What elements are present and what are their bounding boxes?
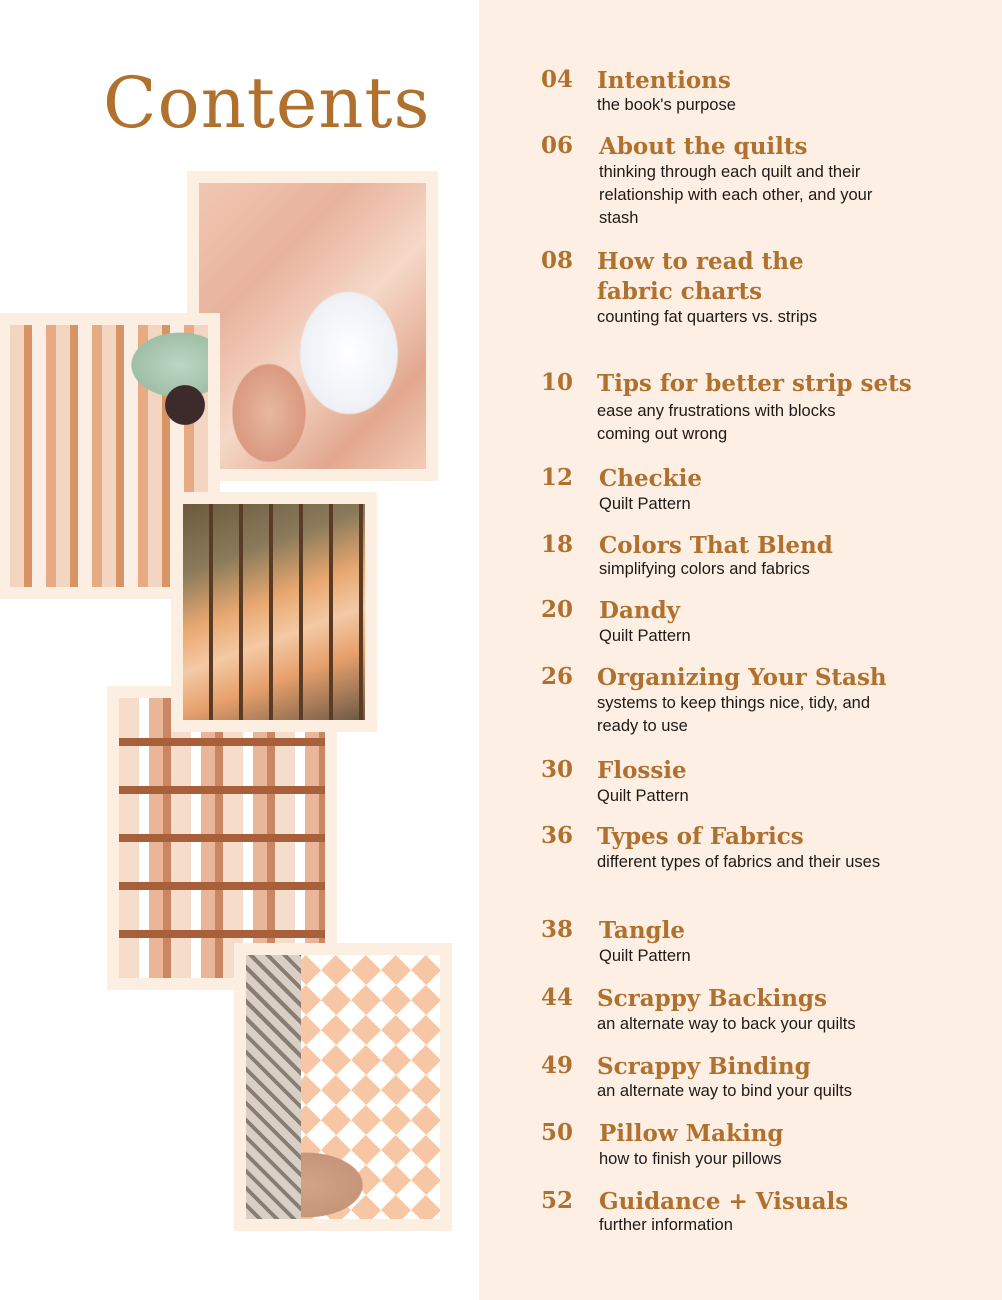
photo-checkered-quilt-lap-image bbox=[246, 955, 440, 1219]
toc-title: Flossie bbox=[597, 757, 687, 784]
toc-title: Scrappy Backings bbox=[597, 985, 827, 1012]
toc-description: Quilt Pattern bbox=[599, 495, 691, 513]
photo-quilt-on-railing-image bbox=[183, 504, 365, 720]
toc-title: Tips for better strip sets bbox=[597, 370, 912, 397]
toc-description: counting fat quarters vs. strips bbox=[597, 308, 818, 326]
toc-description: the book's purpose bbox=[597, 96, 736, 114]
toc-description: simplifying colors and fabrics bbox=[599, 560, 810, 578]
photo-quilt-on-railing bbox=[171, 492, 377, 732]
toc-description: an alternate way to back your quilts bbox=[597, 1015, 856, 1033]
photo-fabric-closeup-image bbox=[199, 183, 426, 469]
toc-title: How to read the fabric charts bbox=[597, 248, 804, 305]
toc-page-number: 08 bbox=[541, 247, 574, 274]
toc-title: Pillow Making bbox=[599, 1120, 784, 1147]
photo-fabric-closeup bbox=[187, 171, 438, 481]
toc-page-number: 18 bbox=[541, 531, 574, 558]
toc-title: Scrappy Binding bbox=[597, 1053, 811, 1080]
toc-title: Guidance + Visuals bbox=[599, 1188, 849, 1215]
toc-title: Checkie bbox=[599, 465, 702, 492]
toc-title: Intentions bbox=[597, 67, 731, 94]
toc-page-number: 10 bbox=[541, 369, 574, 396]
toc-description: Quilt Pattern bbox=[599, 947, 691, 965]
photo-quilt-on-deck-floor-image bbox=[119, 698, 325, 978]
toc-description: thinking through each quilt and their relationship with each other, and your stash bbox=[599, 163, 873, 227]
toc-page-number: 06 bbox=[541, 132, 574, 159]
toc-page-number: 04 bbox=[541, 66, 574, 93]
toc-page-number: 26 bbox=[541, 663, 574, 690]
toc-page-number: 50 bbox=[541, 1119, 574, 1146]
toc-title: About the quilts bbox=[599, 133, 808, 160]
toc-page-number: 36 bbox=[541, 822, 574, 849]
toc-page-number: 49 bbox=[541, 1052, 574, 1079]
toc-description: an alternate way to bind your quilts bbox=[597, 1082, 852, 1100]
toc-description: systems to keep things nice, tidy, and ready to use bbox=[597, 694, 870, 735]
toc-title: Colors That Blend bbox=[599, 532, 833, 559]
photo-checkered-quilt-lap bbox=[234, 943, 452, 1231]
toc-title: Tangle bbox=[599, 917, 685, 944]
toc-page-number: 12 bbox=[541, 464, 574, 491]
toc-description: how to finish your pillows bbox=[599, 1150, 782, 1168]
toc-page-number: 38 bbox=[541, 916, 574, 943]
toc-title: Types of Fabrics bbox=[597, 823, 804, 850]
toc-title: Dandy bbox=[599, 597, 681, 624]
toc-page-number: 44 bbox=[541, 984, 574, 1011]
toc-description: Quilt Pattern bbox=[599, 627, 691, 645]
toc-page-number: 20 bbox=[541, 596, 574, 623]
toc-description: further information bbox=[599, 1216, 733, 1234]
toc-page-number: 30 bbox=[541, 756, 574, 783]
toc-description: ease any frustrations with blocks coming out wrong bbox=[597, 402, 836, 443]
toc-description: different types of fabrics and their uses bbox=[597, 853, 881, 871]
toc-description: Quilt Pattern bbox=[597, 787, 689, 805]
toc-page-number: 52 bbox=[541, 1187, 574, 1214]
page-title: Contents bbox=[103, 62, 431, 144]
toc-title: Organizing Your Stash bbox=[597, 664, 887, 691]
